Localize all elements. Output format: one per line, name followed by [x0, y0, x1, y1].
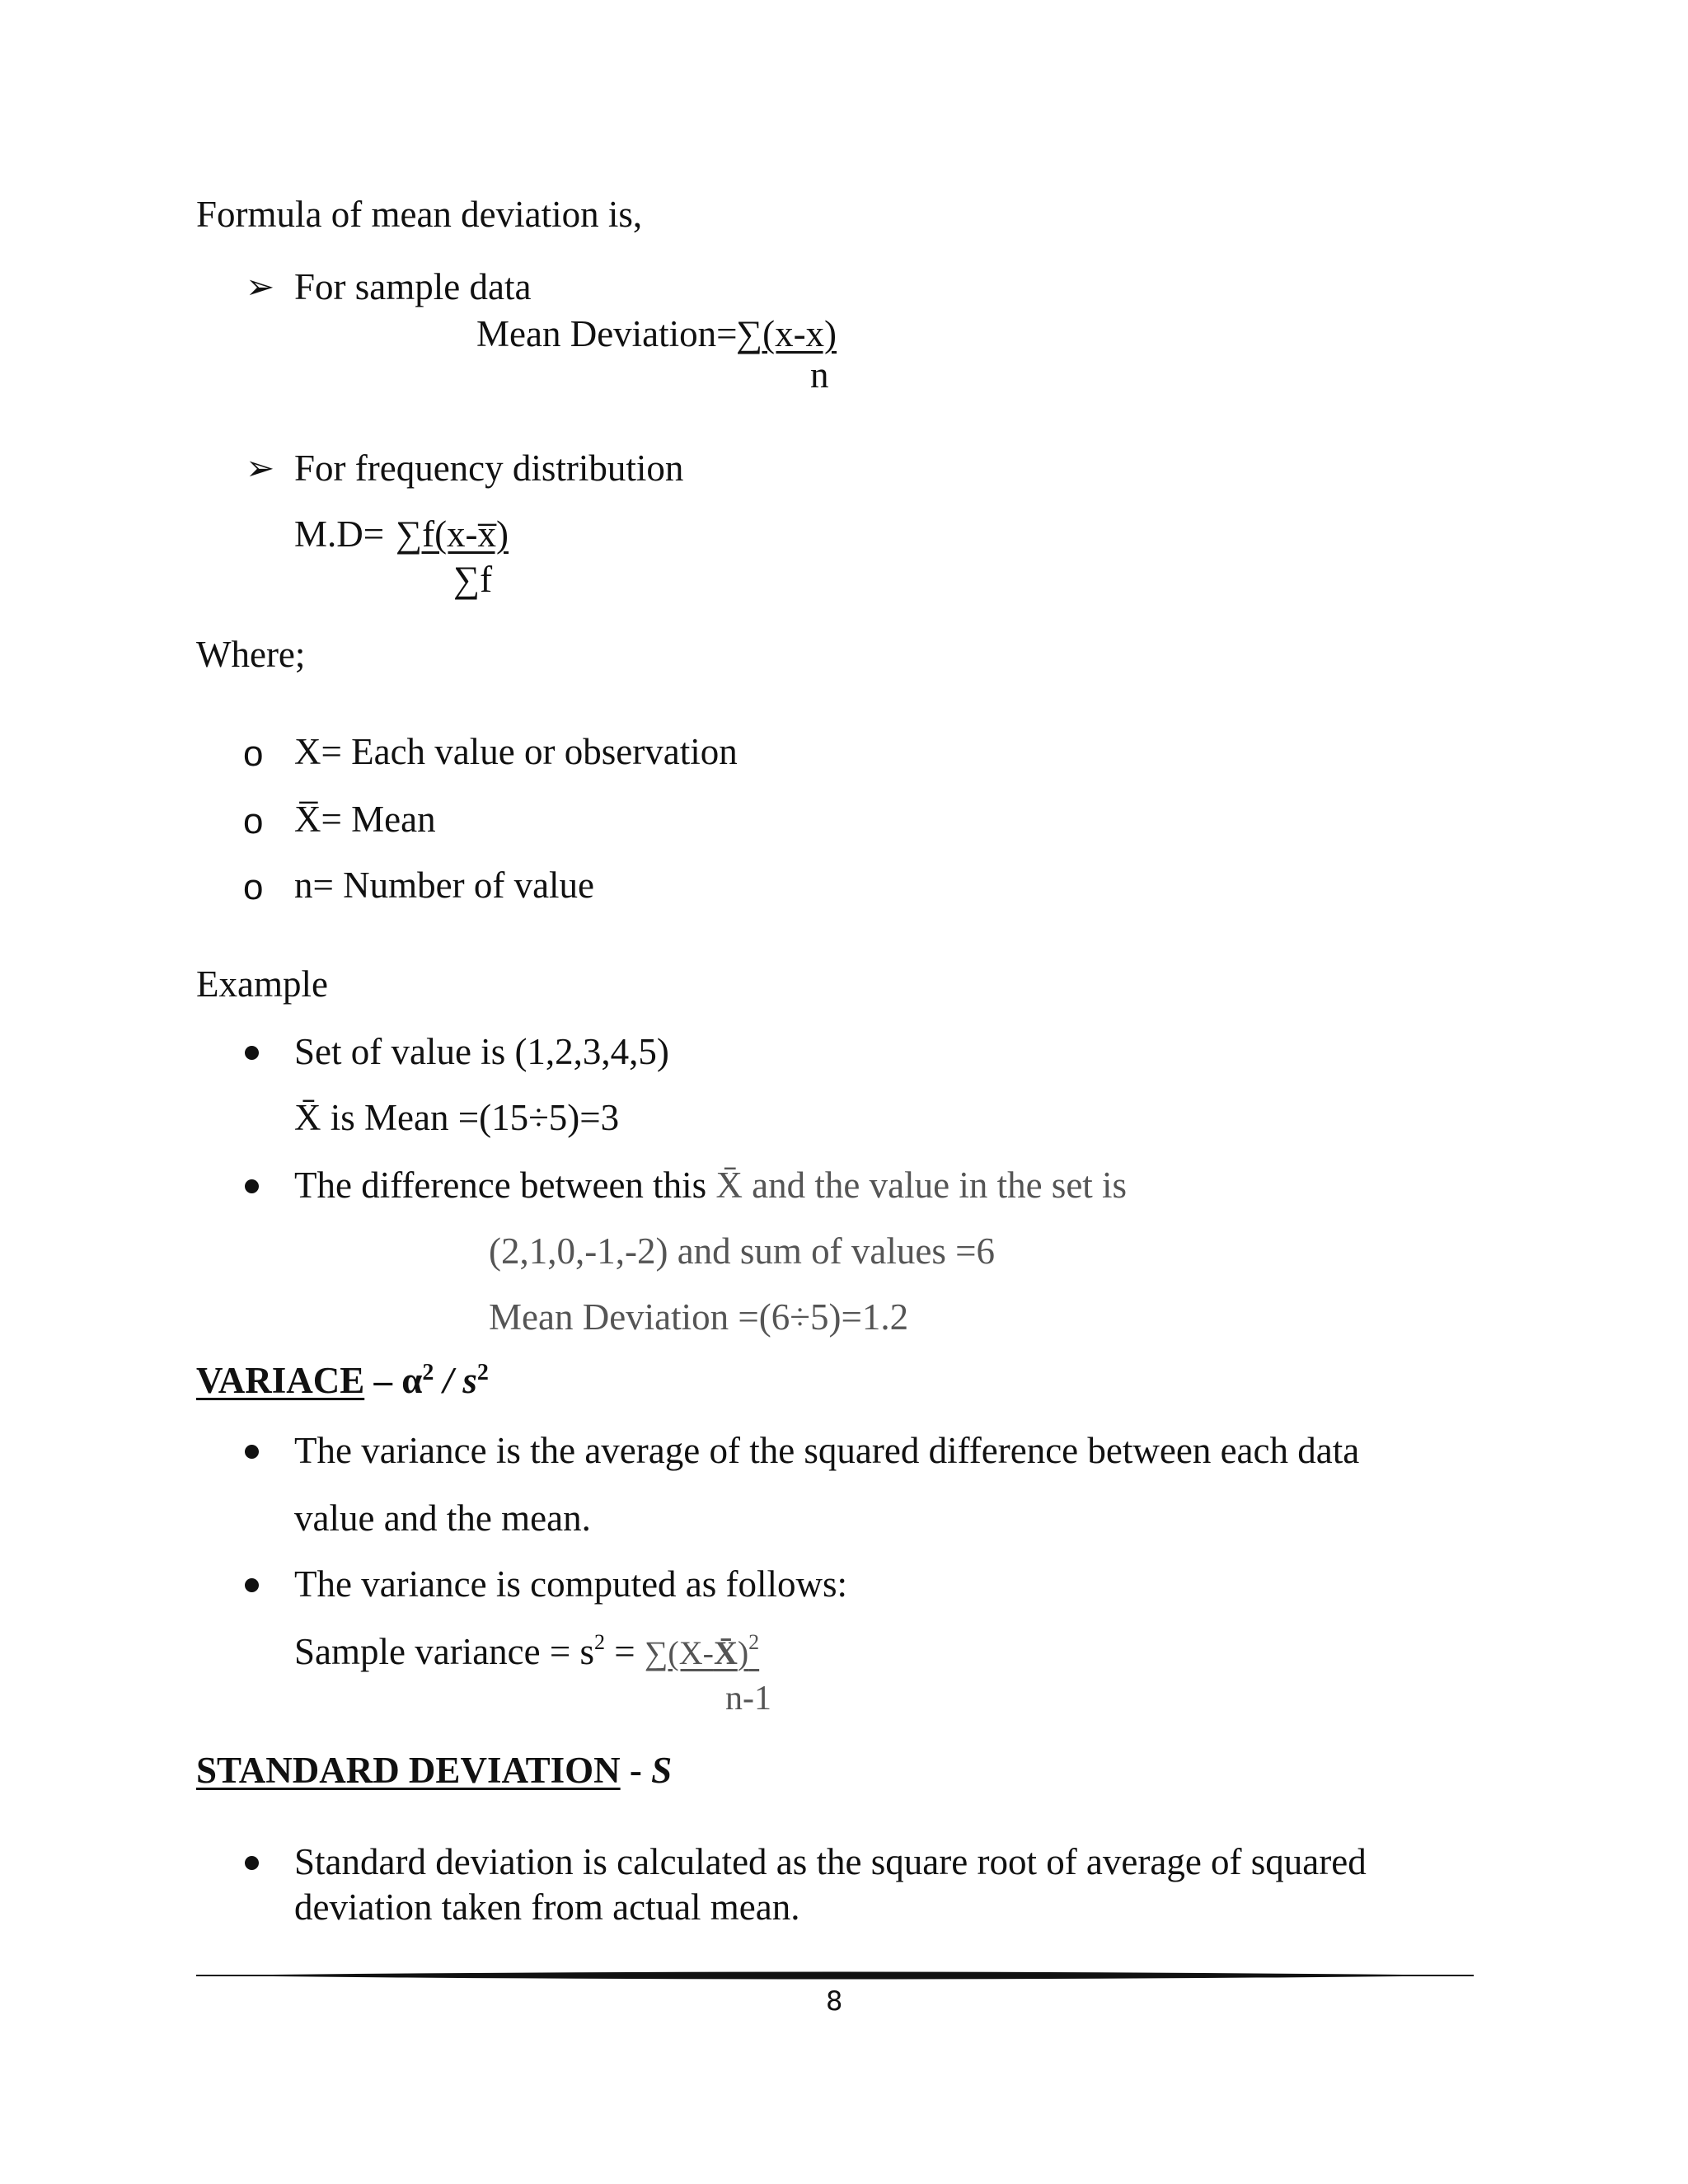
example-mean-text: X̄ is Mean =(15÷5)=3	[294, 1097, 620, 1138]
footer-divider	[196, 1968, 1474, 1983]
where-item: X= Each value or observation	[294, 731, 738, 772]
variance-heading	[196, 1361, 489, 1399]
circle-bullet-icon: o	[243, 733, 264, 774]
std-definition-line1: Standard deviation is calculated as the square root of average of squared	[294, 1841, 1367, 1882]
variance-formula-lhs: Sample variance = s	[294, 1631, 594, 1672]
example-difference-text	[294, 1167, 1127, 1204]
circle-bullet-icon: o	[243, 867, 264, 907]
variance-heading-sup: 2	[476, 1360, 489, 1385]
bullet-dot-icon	[245, 1046, 259, 1060]
std-heading-symbol: S	[651, 1750, 673, 1791]
where-item: X̅= Mean	[294, 799, 436, 840]
variance-definition-line1: The variance is the average of the squared difference between each data	[294, 1430, 1360, 1471]
std-heading	[196, 1752, 672, 1789]
where-label: Where;	[196, 634, 306, 675]
circle-bullet-icon: o	[243, 801, 264, 841]
frequency-formula-lhs: M.D=	[294, 513, 385, 555]
arrow-bullet-icon: ➢	[246, 269, 275, 307]
arrow-bullet-icon: ➢	[246, 450, 275, 488]
variance-formula-eq: =	[605, 1631, 645, 1672]
variance-definition-line2: value and the mean.	[294, 1497, 591, 1539]
frequency-formula-numerator: ∑f(x-x̅)	[396, 513, 509, 555]
variance-formula	[294, 1632, 759, 1671]
example-mean-deviation: Mean Deviation =(6÷5)=1.2	[489, 1296, 909, 1338]
variance-heading-title: VARIACE	[196, 1360, 365, 1401]
frequency-formula-denominator: ∑f	[453, 559, 493, 600]
std-heading-title: STANDARD DEVIATION	[196, 1750, 621, 1791]
page-number: 8	[826, 1985, 843, 2017]
intro-text: Formula of mean deviation is,	[196, 194, 643, 235]
variance-formula-sup: 2	[594, 1630, 605, 1654]
variance-formula-denominator: n-1	[725, 1680, 771, 1718]
variance-numerator-part: )	[737, 1634, 749, 1671]
variance-numerator-sup: 2	[748, 1630, 760, 1654]
bullet-dot-icon	[245, 1856, 259, 1870]
sample-formula-lhs: Mean Deviation=	[476, 313, 738, 354]
sample-formula-numerator: ∑(x-x)	[736, 313, 837, 354]
example-set-text: Set of value is (1,2,3,4,5)	[294, 1031, 669, 1072]
variance-numerator-part: X̄	[713, 1634, 738, 1671]
frequency-label: For frequency distribution	[294, 448, 684, 489]
std-heading-dash: -	[620, 1750, 652, 1791]
variance-heading-sup: 2	[422, 1360, 434, 1385]
example-difference-part: The difference between this	[294, 1165, 716, 1206]
bullet-dot-icon	[245, 1445, 259, 1459]
example-difference-part: X̄ and the value in the set is	[715, 1165, 1128, 1206]
sample-formula-denominator: n	[810, 354, 829, 396]
example-label: Example	[196, 963, 328, 1005]
variance-numerator-part: ∑(X-	[644, 1634, 714, 1671]
variance-heading-part: – α	[364, 1360, 423, 1401]
std-definition-line2: deviation taken from actual mean.	[294, 1886, 800, 1928]
where-item: n= Number of value	[294, 865, 595, 906]
variance-computed-text: The variance is computed as follows:	[294, 1563, 848, 1605]
variance-formula-numerator	[644, 1630, 760, 1671]
bullet-dot-icon	[245, 1179, 259, 1193]
variance-heading-part: / s	[434, 1360, 477, 1401]
bullet-dot-icon	[245, 1578, 259, 1592]
sample-data-label: For sample data	[294, 266, 532, 307]
example-diff-values: (2,1,0,-1,-2) and sum of values =6	[489, 1230, 996, 1272]
